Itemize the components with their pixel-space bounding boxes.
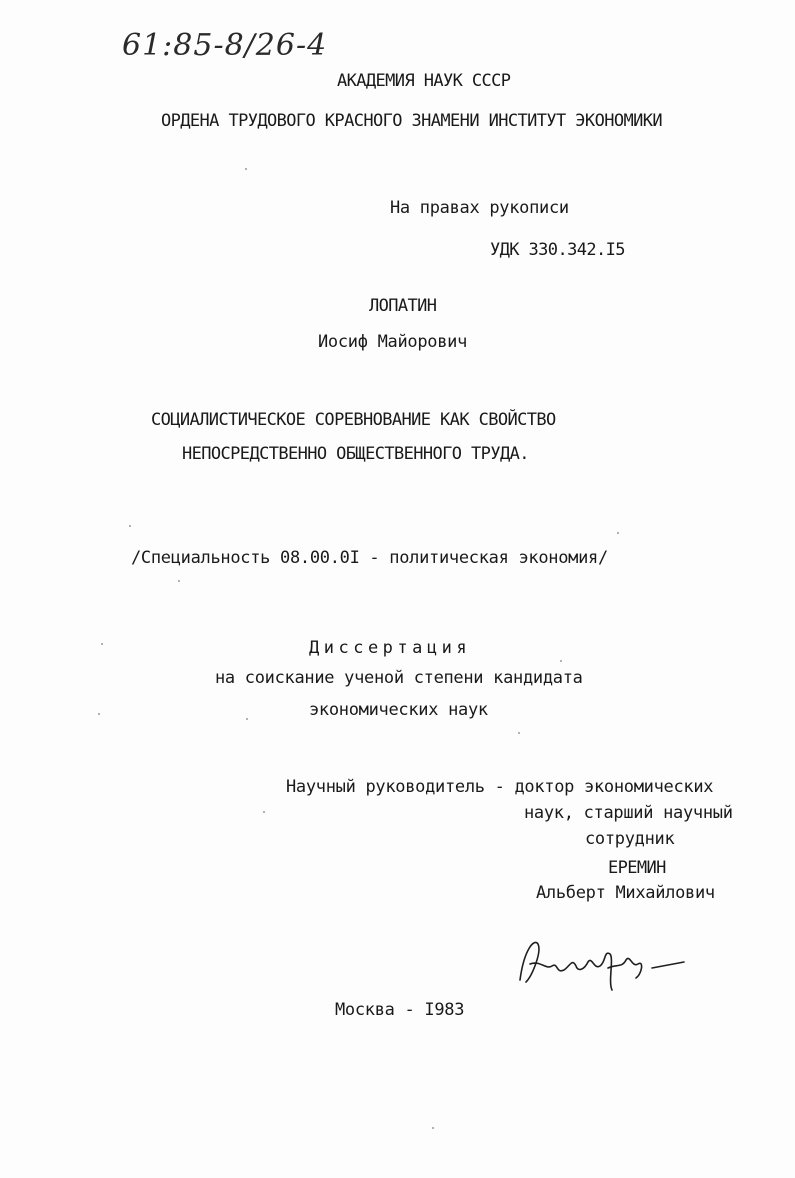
scan-speck (129, 525, 131, 527)
supervisor-line-3: сотрудник (585, 829, 675, 849)
scan-speck (98, 713, 100, 715)
scan-speck (560, 660, 562, 662)
supervisor-line-1: Научный руководитель - доктор экономических (286, 777, 714, 797)
supervisor-given-name: Альберт Михайлович (536, 883, 715, 903)
supervisor-surname: ЕРЕМИН (608, 858, 666, 878)
udk-code: УДК 330.342.I5 (490, 240, 625, 260)
scan-speck (246, 718, 248, 720)
specialty: /Специальность 08.00.0I - политическая экономия/ (131, 548, 608, 568)
title-line-1: СОЦИАЛИСТИЧЕСКОЕ СОРЕВНОВАНИЕ КАК СВОЙСТВО (151, 410, 556, 430)
author-given-name: Иосиф Майорович (318, 332, 468, 352)
city-year: Москва - I983 (335, 1000, 465, 1020)
institute-heading: ОРДЕНА ТРУДОВОГО КРАСНОГО ЗНАМЕНИ ИНСТИТУТ ЭКОНОМИКИ (161, 111, 663, 131)
dissertation-heading: Диссертация (309, 638, 472, 658)
scan-speck (432, 1127, 434, 1129)
dissertation-line-2: экономических наук (309, 700, 488, 720)
scan-speck (617, 532, 619, 534)
title-line-2: НЕПОСРЕДСТВЕННО ОБЩЕСТВЕННОГО ТРУДА. (182, 444, 529, 464)
supervisor-line-2: наук, старший научный (524, 803, 733, 823)
scan-speck (178, 580, 180, 582)
scan-speck (518, 732, 520, 734)
scan-speck (101, 643, 103, 645)
dissertation-line-1: на соискание ученой степени кандидата (215, 668, 583, 688)
academy-heading: АКАДЕМИЯ НАУК СССР (337, 71, 511, 91)
author-surname: ЛОПАТИН (369, 296, 437, 316)
rights-notice: На правах рукописи (390, 198, 569, 218)
archive-number: 61:85-8/26-4 (122, 28, 328, 63)
scan-speck (245, 168, 247, 170)
author-signature (512, 930, 692, 1000)
scan-speck (263, 811, 265, 813)
